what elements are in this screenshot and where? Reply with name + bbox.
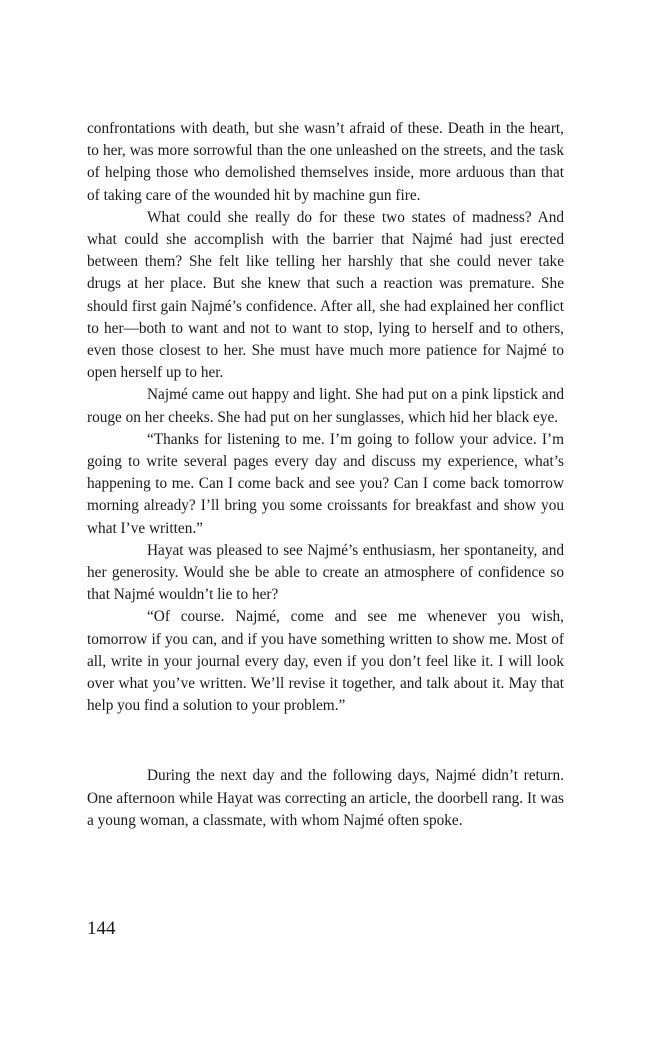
section-break <box>87 717 564 765</box>
page-body <box>87 118 564 832</box>
paragraph-2: What could she really do for these two states of madness? And what could she accomplish with the barrier that Najmé had just erected between them? She felt like telling her harshly that she could never take drugs at her place. But she knew that such a reaction was premature. She should first gain Najmé’s confidence. After all, she had explained her conflict to her—both to want and not to want to stop, lying to herself and to others, even those closest to her. She must have much more patience for Najmé to open herself up to her. <box>87 208 564 382</box>
paragraph-7: During the next day and the following days, Najmé didn’t return. One afternoon while Hayat was correcting an article, the doorbell rang. It was a young woman, a classmate, with whom Najmé often spoke. <box>87 767 564 829</box>
paragraph-4: “Thanks for listening to me. I’m going to follow your advice. I’m going to write several pages every day and discuss my experience, what’s happening to me. Can I come back and see you? Can I come back tomorrow morning already? I’ll bring you some croissants for breakfast and show you what I’ve written.” <box>87 430 564 537</box>
paragraph-5: Hayat was pleased to see Najmé’s enthusiasm, her spontaneity, and her generosity. Would she be able to create an atmosphere of confidence so that Najmé wouldn’t lie to her? <box>87 541 564 604</box>
paragraph-3: Najmé came out happy and light. She had put on a pink lipstick and rouge on her cheeks. She had put on her sunglasses, which hid her black eye. <box>87 386 564 426</box>
page-number: 144 <box>87 918 116 939</box>
paragraph-1: confrontations with death, but she wasn’t afraid of these. Death in the heart, to her, was more sorrowful than the one unleashed on the streets, and the task of helping those who demolished themselves inside, more arduous than that of taking care of the wounded hit by machine gun fire. <box>87 120 564 204</box>
paragraph-6: “Of course. Najmé, come and see me whenever you wish, tomorrow if you can, and if you have something written to show me. Most of all, write in your journal every day, even if you don’t feel like it. I will look over what you’ve written. We’ll revise it together, and talk about it. May that help you find a solution to your problem.” <box>87 608 564 715</box>
